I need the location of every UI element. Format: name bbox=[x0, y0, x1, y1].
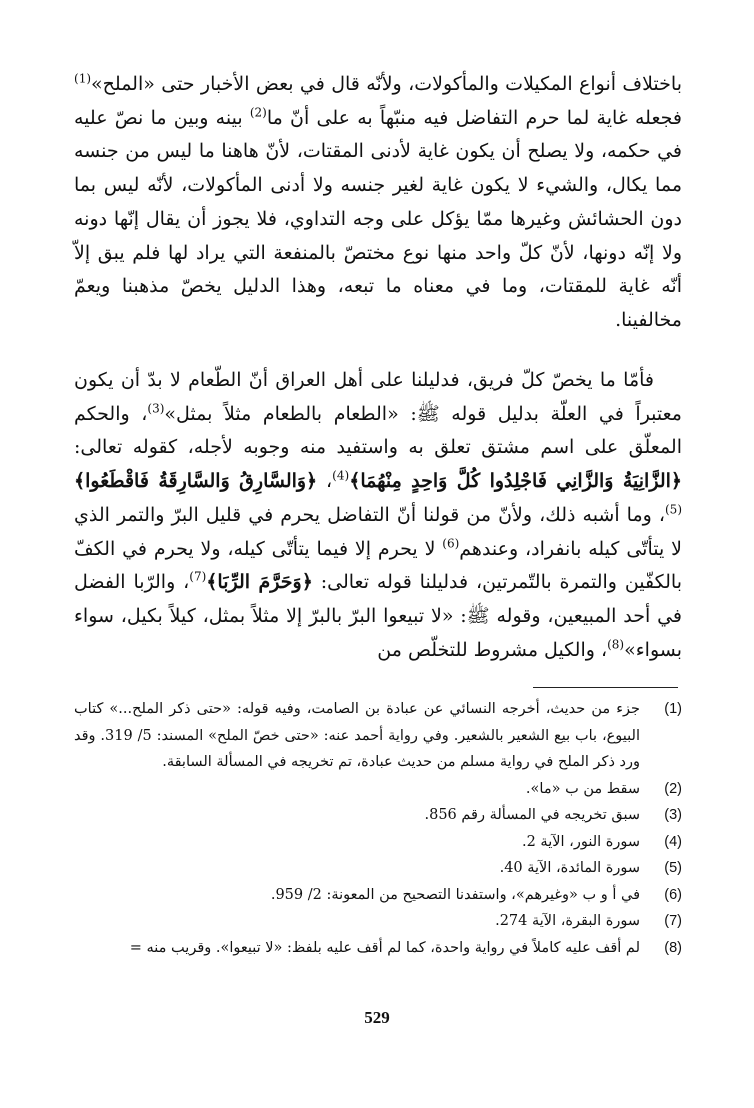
text-run: باختلاف أنواع المكيلات والمأكولات، ولأنّه قال في بعض الأخبار حتى «الملح» bbox=[91, 73, 682, 95]
text-run: ، والحكم المعلّق على اسم مشتق تعلق به واستفيد منه وجوبه لأجله، كقوله تعالى: bbox=[74, 402, 682, 459]
footnote-item bbox=[74, 935, 682, 962]
footnote-reference: (8) bbox=[607, 637, 625, 652]
footnote-text: سورة البقرة، الآية 274. bbox=[495, 913, 640, 929]
footnote-item bbox=[74, 908, 682, 935]
text-run: ، وما أشبه ذلك، ولأنّ من قولنا أنّ التفاضل يحرم في قليل البرّ والتمر الذي لا يتأتّى كيله بانفراد، وعندهم bbox=[74, 503, 682, 560]
footnote-number: (3) bbox=[664, 807, 682, 823]
footnote-number: (6) bbox=[664, 886, 682, 903]
text-run: ، والكيل مشروط للتخلّص من bbox=[377, 638, 608, 661]
text-run: لا يحرم إلا فيما يتأتّى كيله، ولا يحرم في الكفّ بالكفّين والتمرة بالتّمرتين، فدليلنا قوله تعالى: bbox=[74, 537, 683, 594]
page-number: 529 bbox=[364, 1008, 390, 1027]
footnote-number: (5) bbox=[664, 860, 682, 876]
footnote-text: جزء من حديث، أخرجه النسائي عن عبادة بن الصامت، وفيه قوله: «حتى ذكر الملح...» كتاب البيوع، باب بيع الشعير بالشعير. وفي رواية أحمد عنه: «حتى خصّ الملح» المسند: 5/ 319. وقد ورد ذكر الملح في رواية مسلم من حديث عبادة، تم تخريجه في المسألة السابقة. bbox=[74, 701, 640, 770]
footnote-reference: (1) bbox=[74, 71, 92, 86]
text-run: ، bbox=[317, 470, 333, 493]
footnote-reference: (7) bbox=[189, 569, 207, 584]
quran-verse: ﴿الزَّانِيَةُ وَالزَّانِي فَاجْلِدُوا كُلَّ وَاحِدٍ مِنْهُمَا﴾ bbox=[349, 470, 683, 493]
quran-verse: ﴿وَالسَّارِقُ وَالسَّارِقَةُ فَاقْطَعُوا﴾ bbox=[74, 470, 318, 493]
text-run: ، والرّبا الفضل في أحد المبيعين، وقوله ﷺ: «لا تبيعوا البرّ بالبرّ إلا مثلاً بمثل، كيلاً بكيل، سواء بسواء» bbox=[74, 571, 682, 661]
footnote-item bbox=[74, 776, 682, 803]
footnote-text: لم أقف عليه كاملاً في رواية واحدة، كما لم أقف عليه بلفظ: «لا تبيعوا». وقريب منه = bbox=[129, 939, 640, 956]
footnote-text: سورة المائدة، الآية 40. bbox=[499, 860, 640, 876]
footnote-number: (1) bbox=[664, 701, 682, 717]
text-run: بينه وبين ما نصّ عليه في حكمه، ولا يصلح أن يكون غاية لأدنى المقتات، لأنّ هاهنا ما ليس من جنسه مما يكال، والشيء لا يكون غاية لغير جنسه ولا أدنى المأكولات، لأنّه ليس بما دون الحشائش وغيرها ممّا يؤكل على وجه التداوي، فلا يجوز أن يقال إنّها دونه ولا إنّه دونها، لأنّ كلّ واحد منها نوع مختصّ بالمنفعة التي يراد لها فلم يبق إلاّ أنّه غاية للمقتات، وما في معناه ما تبعه، وهذا الدليل يخصّ مذهبنا ويعمّ مخالفينا. bbox=[74, 106, 682, 331]
footnote-text: سورة النور، الآية 2. bbox=[521, 833, 640, 850]
footnote-text: سقط من ب «ما». bbox=[525, 780, 640, 797]
footnote-number: (4) bbox=[664, 833, 682, 850]
footnote-text: في أ و ب «وغيرهم»، واستفدنا التصحيح من المعونة: 2/ 959. bbox=[270, 886, 640, 903]
text-run: فجعله غاية لما حرم التفاضل فيه منبّهاً به على أنّ ما bbox=[266, 106, 682, 129]
footnotes-list bbox=[74, 696, 682, 961]
footnote-separator bbox=[533, 687, 678, 688]
footnote-number: (8) bbox=[664, 939, 682, 956]
footnote-reference: (2) bbox=[249, 105, 267, 120]
footnote-item bbox=[74, 855, 682, 882]
footnote-item bbox=[74, 802, 682, 829]
footnote-reference: (5) bbox=[664, 502, 682, 517]
footnote-reference: (4) bbox=[332, 468, 350, 483]
footnote-number: (2) bbox=[664, 780, 682, 797]
footnote-reference: (6) bbox=[442, 536, 460, 551]
body-paragraph-2 bbox=[74, 364, 682, 667]
footnote-reference: (3) bbox=[147, 401, 165, 416]
footnote-item bbox=[74, 696, 682, 776]
footnote-item bbox=[74, 829, 682, 856]
footnote-text: سبق تخريجه في المسألة رقم 856. bbox=[424, 807, 640, 823]
body-paragraph-1 bbox=[74, 68, 682, 338]
footnote-number: (7) bbox=[664, 913, 682, 929]
quran-verse: ﴿وَحَرَّمَ الرِّبَا﴾ bbox=[206, 571, 313, 594]
text-run: فأمّا ما يخصّ كلّ فريق، فدليلنا على أهل العراق أنّ الطّعام لا بدّ أن يكون معتبراً في العلّة بدليل قوله ﷺ: «الطعام بالطعام مثلاً بمثل» bbox=[74, 369, 682, 425]
footnote-item bbox=[74, 882, 682, 909]
